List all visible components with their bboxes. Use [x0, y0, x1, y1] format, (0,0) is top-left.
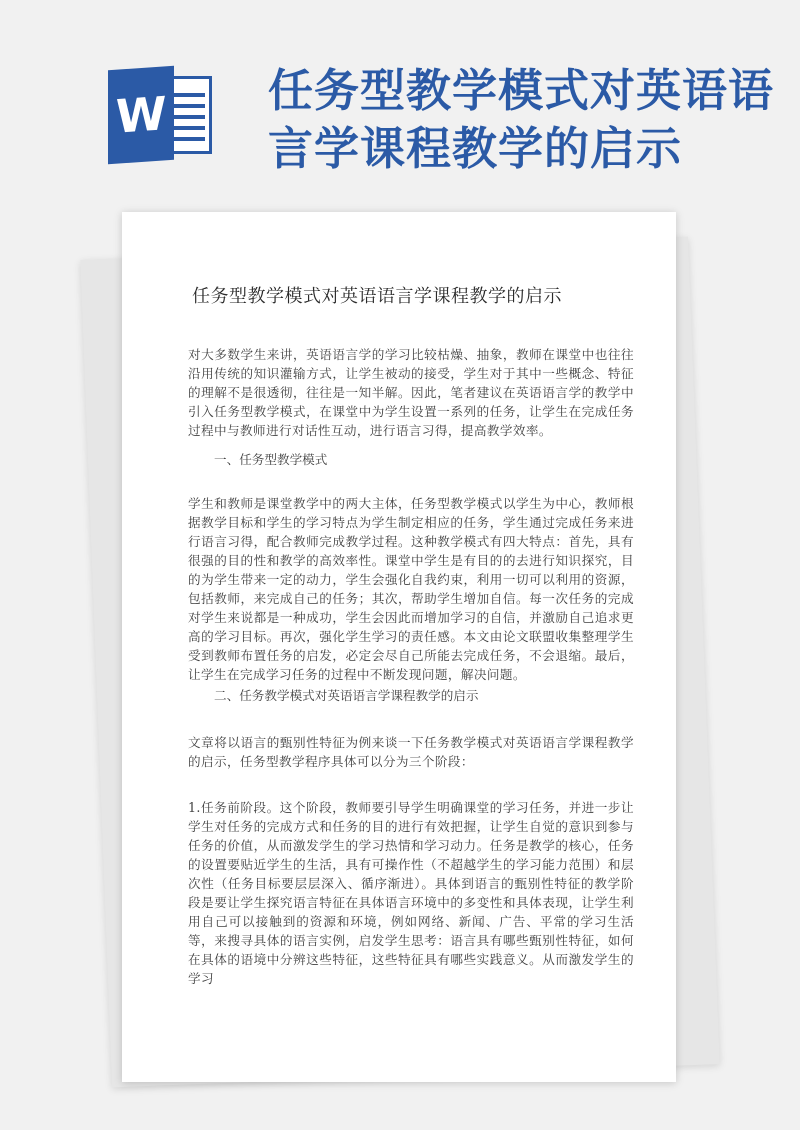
banner-title: 任务型教学模式对英语语言学课程教学的启示: [268, 64, 775, 175]
section2-intro-paragraph: 文章将以语言的甄别性特征为例来谈一下任务教学模式对英语语言学课程教学的启示，任务型教学程序具体可以分为三个阶段：: [188, 735, 634, 769]
section2-heading: 二、任务教学模式对英语语言学课程教学的启示: [214, 688, 479, 703]
word-document-icon: [108, 68, 216, 162]
document-title: 任务型教学模式对英语语言学课程教学的启示: [192, 286, 562, 307]
section1-paragraph: 学生和教师是课堂教学中的两大主体，任务型教学模式以学生为中心，教师根据教学目标和学生的学习特点为学生制定相应的任务，学生通过完成任务来进行语言习得，配合教师完成教学过程。这种教学模式有四大特点：首先，具有很强的目的性和教学的高效率性。课堂中学生是有目的的去进行知识探究，目的为学生带来一定的动力，学生会强化自我约束，利用一切可以利用的资源，包括教师，来完成自己的任务；其次，帮助学生增加自信。每一次任务的完成对学生来说都是一种成功，学生会因此而增加学习的自信，并激励自己追求更高的学习目标。再次，强化学生学习的责任感。本文由论文联盟收集整理学生受到教师布置任务的启发，必定会尽自己所能去完成任务，不会退缩。最后，让学生在完成学习任务的过程中不断发现问题，解决问题。: [188, 496, 634, 682]
stage1-paragraph: 1.任务前阶段。这个阶段，教师要引导学生明确课堂的学习任务，并进一步让学生对任务的完成方式和任务的目的进行有效把握，让学生自觉的意识到参与任务的价值，从而激发学生的学习热情和学习动力。任务是教学的核心，任务的设置要贴近学生的生活，具有可操作性（不超越学生的学习能力范围）和层次性（任务目标要层层深入、循序渐进）。具体到语言的甄别性特征的教学阶段是要让学生探究语言特征在具体语言环境中的多变性和具体表现，让学生利用自己可以接触到的资源和环境，例如网络、新闻、广告、平常的学习生活等，来搜寻具体的语言实例，启发学生思考：语言具有哪些甄别性特征，如何在具体的语境中分辨这些特征，这些特征具有哪些实践意义。从而激发学生的学习: [188, 800, 634, 986]
banner: [0, 0, 800, 200]
word-letter-badge: W: [108, 66, 174, 165]
document-page[interactable]: [122, 212, 676, 1082]
section1-heading: 一、任务型教学模式: [214, 452, 328, 467]
intro-paragraph: 对大多数学生来讲，英语语言学的学习比较枯燥、抽象，教师在课堂中也往往沿用传统的知识灌输方式，让学生被动的接受，学生对于其中一些概念、特征的理解不是很透彻，往往是一知半解。因此，笔者建议在英语语言学的教学中引入任务型教学模式，在课堂中为学生设置一系列的任务，让学生在完成任务过程中与教师进行对话性互动，进行语言习得，提高教学效率。: [188, 347, 634, 438]
